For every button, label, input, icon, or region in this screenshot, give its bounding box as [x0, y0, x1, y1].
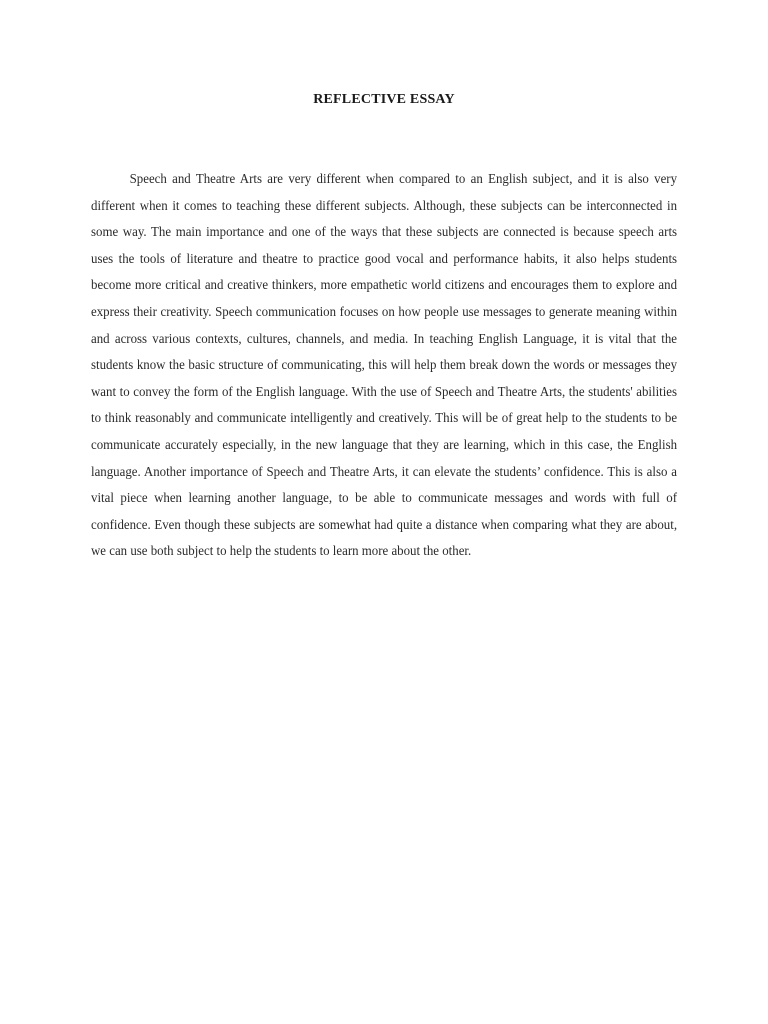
essay-paragraph: Speech and Theatre Arts are very different when compared to an English subject, and it is also very different when it comes to teaching these different subjects. Although, these subjects can be interconnected in some way. The main importance and one of the ways that these subjects are connected is because speech arts uses the tools of literature and theatre to practice good vocal and performance habits, it also helps students become more critical and creative thinkers, more empathetic world citizens and encourages them to explore and express their creativity. Speech communication focuses on how people use messages to generate meaning within and across various contexts, cultures, channels, and media. In teaching English Language, it is vital that the students know the basic structure of communicating, this will help them break down the words or messages they want to convey the form of the English language. With the use of Speech and Theatre Arts, the students' abilities to think reasonably and communicate intelligently and creatively. This will be of great help to the students to be communicate accurately especially, in the new language that they are learning, which in this case, the English language. Another importance of Speech and Theatre Arts, it can elevate the students’ confidence. This is also a vital piece when learning another language, to be able to communicate messages and words with full of confidence. Even though these subjects are somewhat had quite a distance when comparing what they are about, we can use both subject to help the students to learn more about the other. [91, 172, 678, 560]
essay-title: REFLECTIVE ESSAY [313, 92, 455, 107]
